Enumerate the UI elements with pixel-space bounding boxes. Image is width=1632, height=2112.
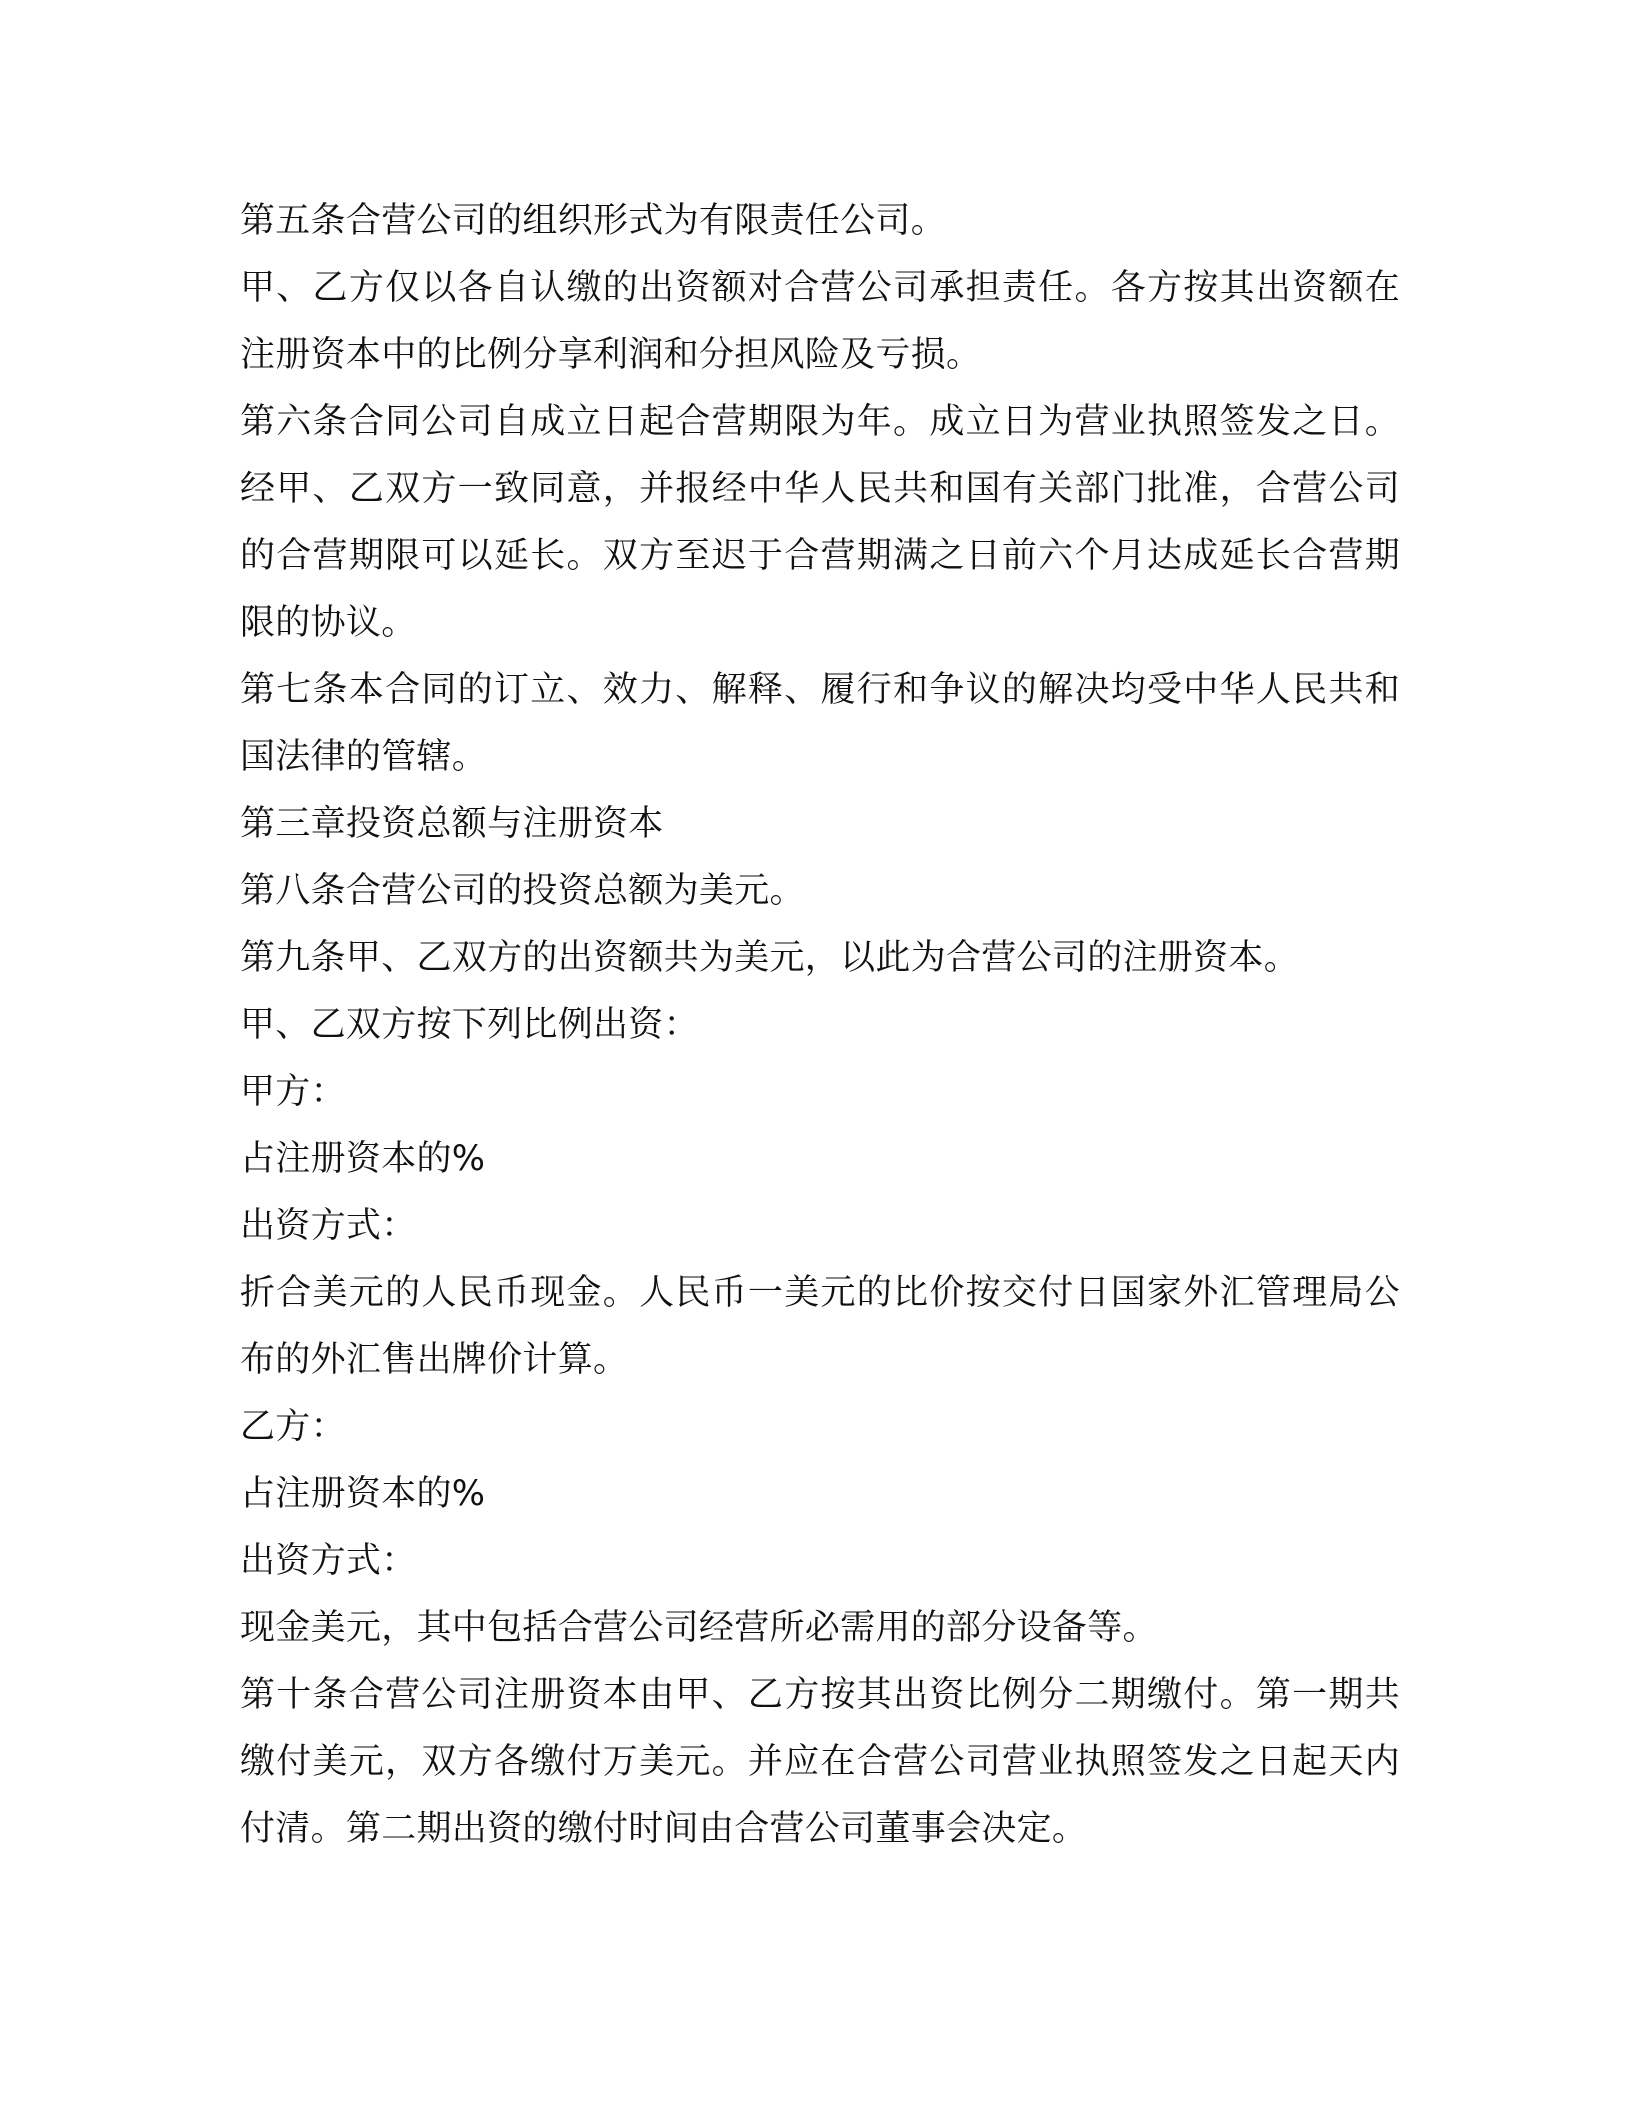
party-a-label: 甲方： — [240, 1072, 346, 1112]
article-7-paragraph: 第七条本合同的订立、效力、解释、履行和争议的解决均受中华人民共和国法律的管辖。 — [240, 670, 1400, 777]
article-9-paragraph: 第九条甲、乙双方的出资额共为美元，以此为合营公司的注册资本。 — [240, 938, 1300, 978]
party-a-method: 折合美元的人民币现金。人民币一美元的比价按交付日国家外汇管理局公布的外汇售出牌价计算。 — [240, 1273, 1400, 1380]
document-body — [240, 188, 1400, 1863]
party-a-method-label: 出资方式： — [240, 1206, 417, 1246]
article-5-paragraph: 第五条合营公司的组织形式为有限责任公司。 — [240, 201, 947, 241]
article-10-paragraph: 第十条合营公司注册资本由甲、乙方按其出资比例分二期缴付。第一期共缴付美元，双方各缴付万美元。并应在合营公司营业执照签发之日起天内付清。第二期出资的缴付时间由合营公司董事会决定。 — [240, 1675, 1400, 1849]
party-b-method: 现金美元，其中包括合营公司经营所必需用的部分设备等。 — [240, 1608, 1158, 1648]
party-b-label: 乙方： — [240, 1407, 346, 1447]
chapter-3-heading: 第三章投资总额与注册资本 — [240, 804, 664, 844]
party-a-share: 占注册资本的% — [240, 1139, 486, 1179]
liability-paragraph: 甲、乙方仅以各自认缴的出资额对合营公司承担责任。各方按其出资额在注册资本中的比例分享利润和分担风险及亏损。 — [240, 268, 1400, 375]
article-8-paragraph: 第八条合营公司的投资总额为美元。 — [240, 871, 805, 911]
party-b-share: 占注册资本的% — [240, 1474, 486, 1514]
party-b-method-label: 出资方式： — [240, 1541, 417, 1581]
article-6-paragraph: 第六条合同公司自成立日起合营期限为年。成立日为营业执照签发之日。经甲、乙双方一致同意，并报经中华人民共和国有关部门批准，合营公司的合营期限可以延长。双方至迟于合营期满之日前六个月达成延长合营期限的协议。 — [240, 402, 1400, 643]
contribution-ratio-intro: 甲、乙双方按下列比例出资： — [240, 1005, 699, 1045]
